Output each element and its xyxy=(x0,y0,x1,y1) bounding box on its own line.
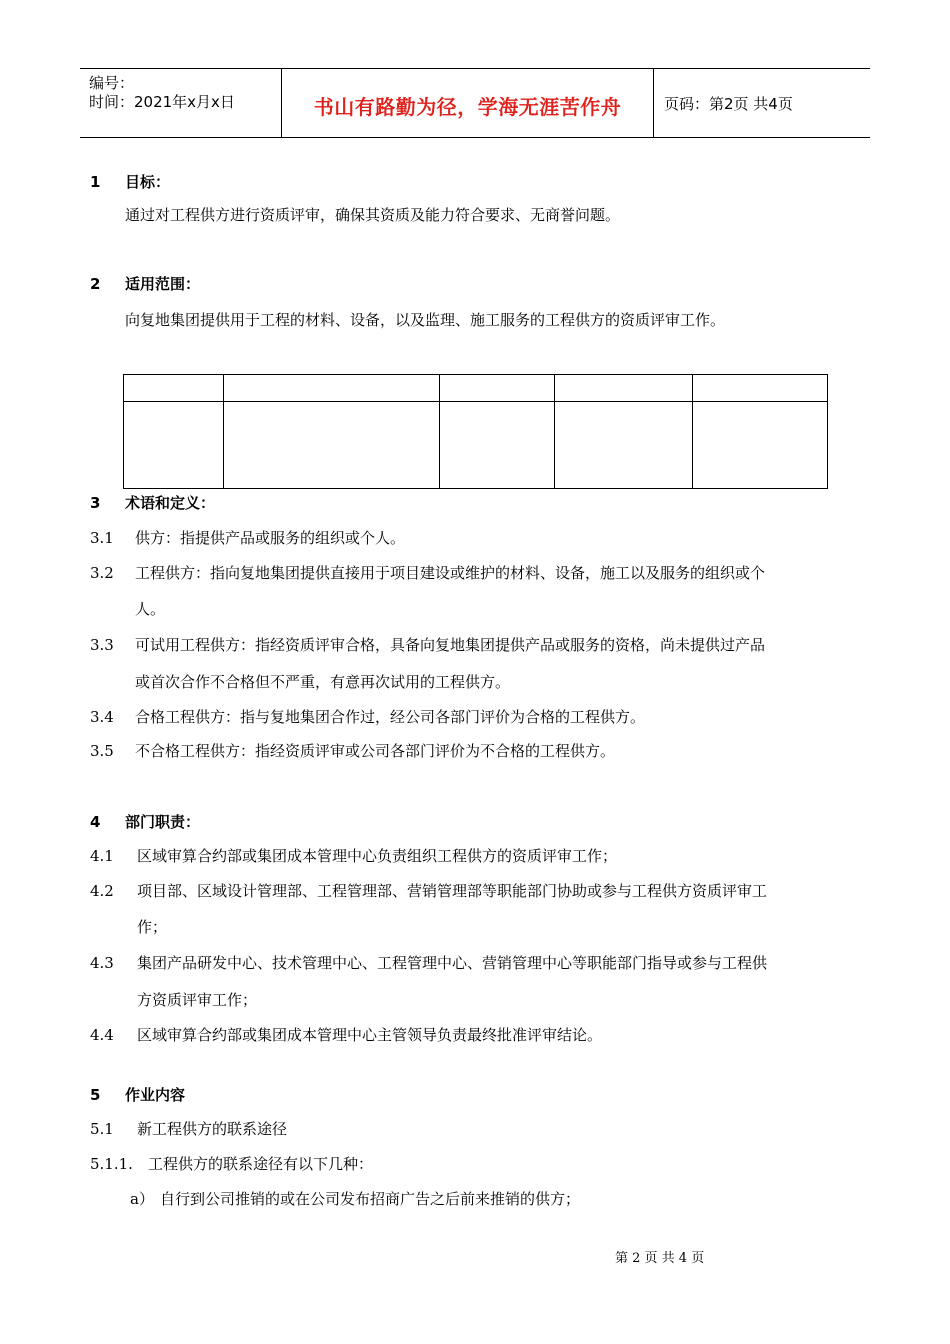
header-page-cell xyxy=(654,69,870,137)
item-3-5-text: 不合格工程供方：指经资质评审或公司各部门评价为不合格的工程供方。 xyxy=(135,742,616,760)
header-motto-cell xyxy=(282,69,654,137)
header-motto: 书山有路勤为径，学海无涯苦作舟 xyxy=(313,95,622,119)
section-4-title: 部门职责： xyxy=(125,813,201,831)
section-1-title: 目标： xyxy=(125,173,171,191)
item-3-1-text: 供方：指提供产品或服务的组织或个人。 xyxy=(135,529,406,547)
item-3-3-text-line-2: 或首次合作不合格但不严重，有意再次试用的工程供方。 xyxy=(135,673,511,691)
item-4-1-number: 4.1 xyxy=(90,847,114,865)
table-cell xyxy=(693,402,828,489)
section-1-body: 通过对工程供方进行资质评审，确保其资质及能力符合要求、无商誉问题。 xyxy=(125,206,621,224)
header-meta-cell xyxy=(80,69,282,137)
table-cell xyxy=(555,375,693,402)
section-2-body: 向复地集团提供用于工程的材料、设备，以及监理、施工服务的工程供方的资质评审工作。 xyxy=(125,311,726,329)
item-3-1-number: 3.1 xyxy=(90,529,114,547)
subsection-5-1-1-title: 工程供方的联系途径有以下几种： xyxy=(148,1155,374,1173)
item-4-3-text-line-1: 集团产品研发中心、技术管理中心、工程管理中心、营销管理中心等职能部门指导或参与工程供 xyxy=(137,954,768,972)
page-footer: 第 2 页 共 4 页 xyxy=(615,1251,705,1266)
section-4-number: 4 xyxy=(90,813,101,831)
item-3-2-text-line-2: 人。 xyxy=(135,600,166,618)
table-cell xyxy=(440,402,555,489)
item-4-2-text-line-1: 项目部、区域设计管理部、工程管理部、营销管理部等职能部门协助或参与工程供方资质评审工 xyxy=(137,882,768,900)
header-page-info: 页码：第2页 共4页 xyxy=(664,95,793,113)
item-a-text: 自行到公司推销的或在公司发布招商广告之后前来推销的供方； xyxy=(160,1190,581,1208)
item-4-2-number: 4.2 xyxy=(90,882,114,900)
document-header xyxy=(80,68,870,138)
item-4-1-text: 区域审算合约部或集团成本管理中心负责组织工程供方的资质评审工作； xyxy=(137,847,618,865)
table-cell xyxy=(440,375,555,402)
section-5-number: 5 xyxy=(90,1086,101,1104)
item-3-2-text-line-1: 工程供方：指向复地集团提供直接用于项目建设或维护的材料、设备，施工以及服务的组织或个 xyxy=(135,564,766,582)
section-5-title: 作业内容 xyxy=(125,1086,186,1104)
item-3-4-text: 合格工程供方：指与复地集团合作过，经公司各部门评价为合格的工程供方。 xyxy=(135,708,646,726)
item-3-4-number: 3.4 xyxy=(90,708,114,726)
item-4-2-text-line-2: 作； xyxy=(137,918,168,936)
item-3-3-text-line-1: 可试用工程供方：指经资质评审合格，具备向复地集团提供产品或服务的资格，尚未提供过产品 xyxy=(135,636,766,654)
section-1-number: 1 xyxy=(90,173,101,191)
table-cell xyxy=(124,375,224,402)
table-cell xyxy=(224,375,440,402)
item-3-2-number: 3.2 xyxy=(90,564,114,582)
item-a-label: a） xyxy=(130,1190,154,1208)
item-4-3-number: 4.3 xyxy=(90,954,114,972)
table-cell xyxy=(555,402,693,489)
document-number-label: 编号： xyxy=(89,74,135,92)
item-4-3-text-line-2: 方资质评审工作； xyxy=(137,991,258,1009)
item-3-5-number: 3.5 xyxy=(90,742,114,760)
subsection-5-1-number: 5.1 xyxy=(90,1120,114,1138)
item-4-4-text: 区域审算合约部或集团成本管理中心主管领导负责最终批准评审结论。 xyxy=(137,1026,603,1044)
section-2-title: 适用范围： xyxy=(125,275,201,293)
section-3-title: 术语和定义： xyxy=(125,494,216,512)
table-row xyxy=(124,402,828,489)
subsection-5-1-1-number: 5.1.1. xyxy=(90,1155,133,1173)
table-cell xyxy=(224,402,440,489)
table-cell xyxy=(693,375,828,402)
item-4-4-number: 4.4 xyxy=(90,1026,114,1044)
table-cell xyxy=(124,402,224,489)
subsection-5-1-title: 新工程供方的联系途径 xyxy=(137,1120,288,1138)
item-3-3-number: 3.3 xyxy=(90,636,114,654)
document-time-label: 时间：2021年x月x日 xyxy=(89,93,235,111)
section-2-number: 2 xyxy=(90,275,101,293)
empty-table xyxy=(123,374,828,489)
table-header-row xyxy=(124,375,828,402)
section-3-number: 3 xyxy=(90,494,101,512)
